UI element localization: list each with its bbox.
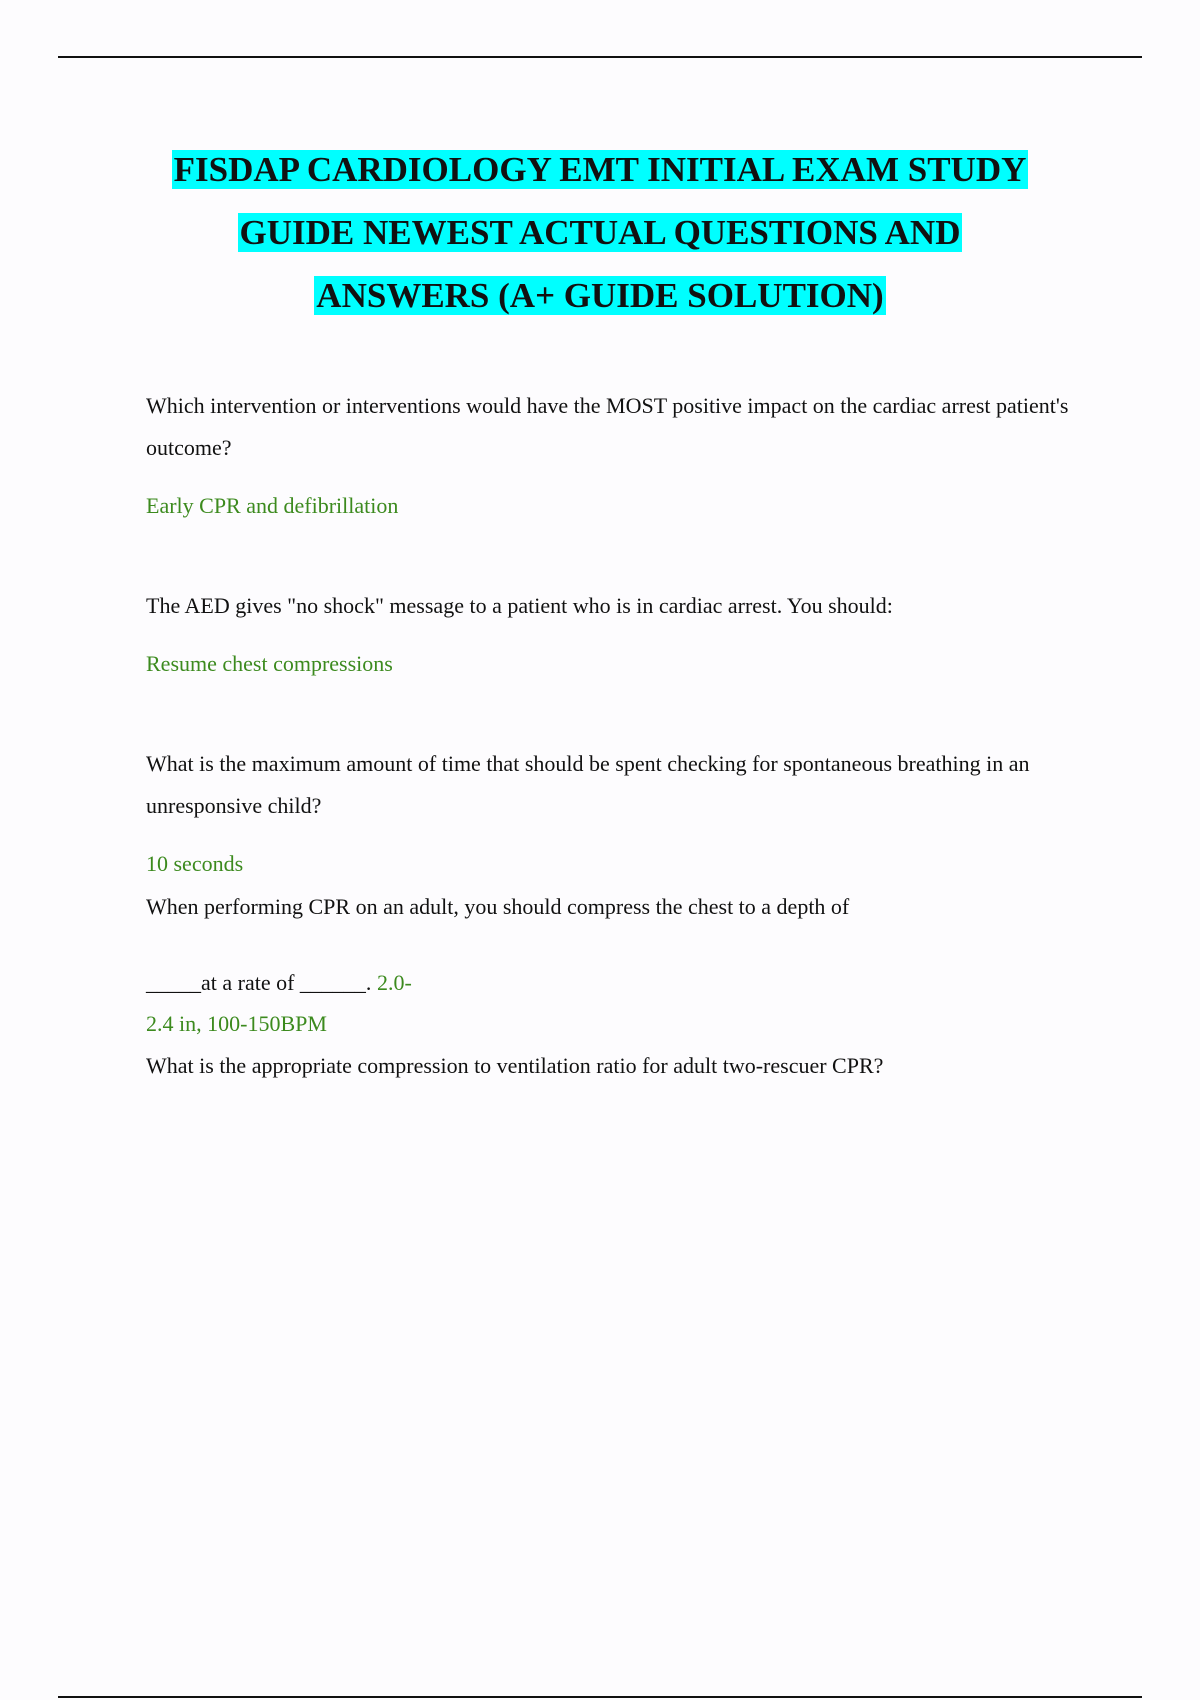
- footer-rule: [58, 1696, 1142, 1698]
- question-4-blanks: [146, 962, 1096, 1004]
- question-4-blanks-text: _____at a rate of ______.: [146, 970, 372, 995]
- question-4: When performing CPR on an adult, you should compress the chest to a depth of: [146, 894, 850, 919]
- question-5: What is the appropriate compression to ventilation ratio for adult two-rescuer CPR?: [146, 1053, 884, 1078]
- page-title: [100, 138, 1100, 327]
- answer-4-start: 2.0-: [371, 970, 412, 995]
- title-line-1: FISDAP CARDIOLOGY EMT INITIAL EXAM STUDY: [173, 150, 1027, 189]
- title-line-2: GUIDE NEWEST ACTUAL QUESTIONS AND: [239, 213, 961, 252]
- title-line-3: ANSWERS (A+ GUIDE SOLUTION): [316, 276, 884, 315]
- answer-4: 2.4 in, 100-150BPM: [146, 1011, 327, 1036]
- header-rule: [58, 56, 1142, 58]
- answer-2: Resume chest compressions: [146, 651, 393, 676]
- question-2: The AED gives "no shock" message to a patient who is in cardiac arrest. You should:: [146, 593, 893, 618]
- answer-3: 10 seconds: [146, 851, 244, 876]
- answer-1: Early CPR and defibrillation: [146, 493, 399, 518]
- question-1: Which intervention or interventions would have the MOST positive impact on the cardiac arrest patient's outcome?: [146, 393, 1069, 460]
- question-3: What is the maximum amount of time that should be spent checking for spontaneous breathing in an unresponsive child?: [146, 751, 1030, 818]
